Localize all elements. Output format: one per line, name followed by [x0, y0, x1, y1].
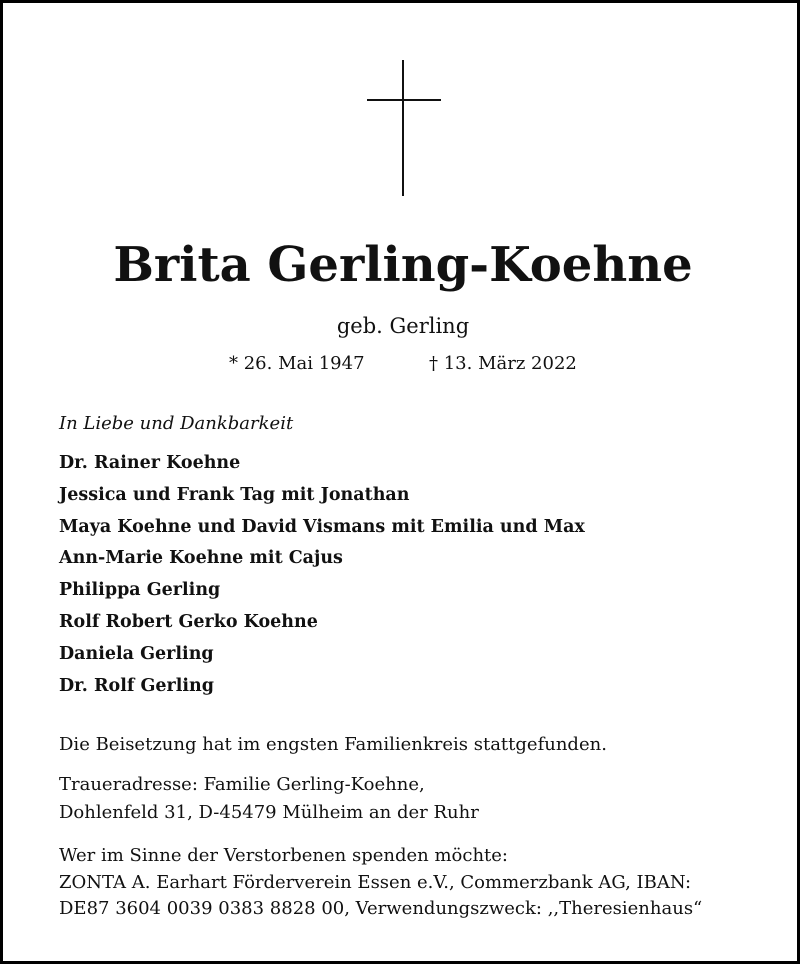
mourner-name: Daniela Gerling — [59, 643, 214, 664]
cross-icon — [367, 60, 441, 196]
death-date: † 13. März 2022 — [429, 353, 577, 374]
mourner-name: Maya Koehne und David Vismans mit Emilia und Max — [59, 516, 585, 537]
mourner-name: Rolf Robert Gerko Koehne — [59, 611, 318, 632]
mourner-name: Philippa Gerling — [59, 580, 221, 601]
deceased-name: Brita Gerling-Koehne — [113, 237, 693, 293]
mourning-address — [59, 771, 479, 827]
donation-line: DE87 3604 0039 0383 8828 00, Verwendungszweck: ,,Theresienhaus“ — [59, 898, 703, 919]
mourner-name: Ann-Marie Koehne mit Cajus — [59, 548, 343, 569]
maiden-name: geb. Gerling — [336, 314, 470, 338]
donation-line: Wer im Sinne der Verstorbenen spenden möchte: — [59, 845, 508, 866]
birth-date: * 26. Mai 1947 — [229, 353, 365, 374]
address-line: Traueradresse: Familie Gerling-Koehne, — [59, 774, 425, 795]
mourners-list — [59, 448, 585, 702]
mourner-name: Jessica und Frank Tag mit Jonathan — [59, 484, 410, 505]
donation-note — [59, 843, 702, 923]
donation-line: ZONTA A. Earhart Förderverein Essen e.V., Commerzbank AG, IBAN: — [59, 871, 692, 893]
address-line: Dohlenfeld 31, D-45479 Mülheim an der Ruhr — [59, 802, 479, 823]
mourner-name: Dr. Rolf Gerling — [59, 675, 215, 696]
life-dates — [3, 349, 800, 379]
mourner-name: Dr. Rainer Koehne — [59, 453, 241, 473]
dedication-line: In Liebe und Dankbarkeit — [59, 413, 294, 434]
burial-note: Die Beisetzung hat im engsten Familienkreis stattgefunden. — [59, 734, 607, 755]
